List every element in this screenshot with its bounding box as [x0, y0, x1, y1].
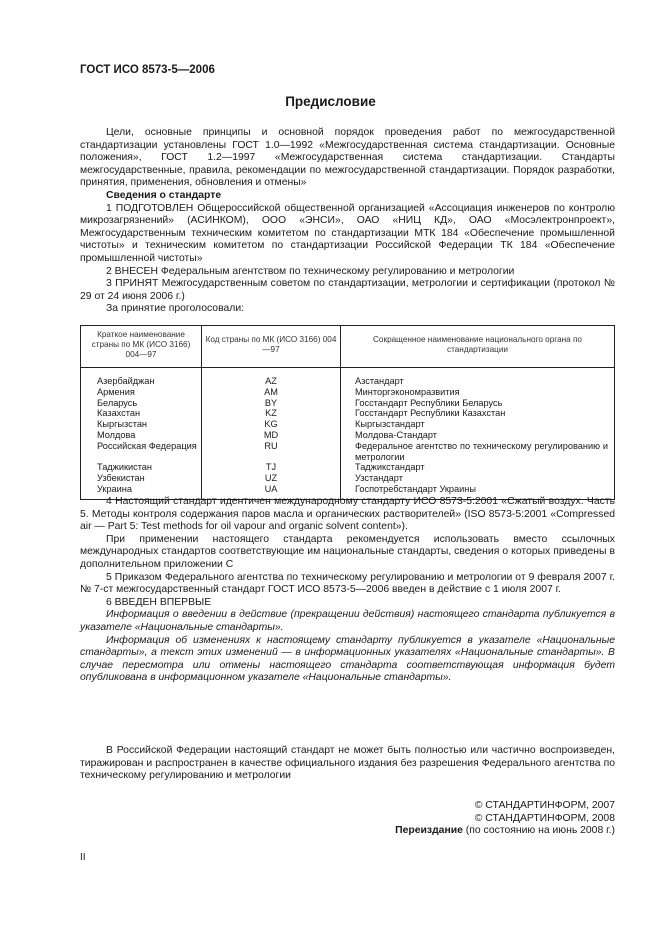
body-cell: Госстандарт Республики Казахстан	[341, 408, 615, 419]
item-5: 5 Приказом Федерального агентства по техническому регулированию и метрологии от 9 февраля 2007 г. № 7-ст межгосударственный стандарт ГОСТ ИСО 8573-5—2006 введен в действие с 1 июля 2007 г.	[80, 571, 615, 596]
country-cell: Российская Федерация	[81, 441, 202, 463]
reissue-text: (по состоянию на июнь 2008 г.)	[462, 825, 615, 837]
table-row	[81, 408, 615, 419]
page-title: Предисловие	[285, 94, 376, 109]
table-row	[81, 387, 615, 398]
country-cell: Узбекистан	[81, 473, 202, 484]
code-cell: KG	[202, 419, 341, 430]
references-note: При применении настоящего стандарта рекомендуется использовать вместо ссылочных международных стандартов соответствующие им национальные стандарты, сведения о которых приведены в дополнительном приложении С	[80, 533, 615, 570]
table-row	[81, 398, 615, 409]
table-row	[81, 462, 615, 473]
body-cell: Молдова-Стандарт	[341, 430, 615, 441]
header-country: Краткое наименование страны по МК (ИСО 3166) 004—97	[81, 326, 202, 368]
header-code: Код страны по МК (ИСО 3166) 004—97	[202, 326, 341, 368]
body-cell: Минторгэкономразвития	[341, 387, 615, 398]
code-cell: AM	[202, 387, 341, 398]
table-row	[81, 419, 615, 430]
reissue-line	[395, 825, 615, 838]
item-1: 1 ПОДГОТОВЛЕН Общероссийской общественной организацией «Ассоциация инженеров по контролю микрозагрязнений» (АСИНКОМ), ООО «ЭНСИ», ОАО «НИЦ КД», ОАО «Мосэлектронпроект», Межгосударственным техническим комитетом по стандартизации МТК 184 «Обеспечение промышленной чистоты» и техническим комитетом по стандартизации Российской Федерации ТК 184 «Обеспечение промышленной чистоты»	[80, 202, 615, 264]
body-cell: Узстандарт	[341, 473, 615, 484]
country-cell: Армения	[81, 387, 202, 398]
header-body: Сокращенное наименование национального органа по стандартизации	[341, 326, 615, 368]
section-heading: Сведения о стандарте	[106, 189, 222, 201]
voted-label: За принятие проголосовали:	[106, 303, 245, 315]
document-header: ГОСТ ИСО 8573-5—2006	[80, 64, 215, 76]
copyright-line-2: © СТАНДАРТИНФОРМ, 2008	[474, 812, 615, 824]
intro-paragraph: Цели, основные принципы и основной порядок проведения работ по межгосударственной стандартизации установлены ГОСТ 1.0—1992 «Межгосударственная система стандартизации. Основные положения», ГОСТ 1.2—1997 «Межгосударственная система стандартизации. Стандарты межгосударственные, правила, рекомендации по межгосударственной стандартизации. Порядок разработки, принятия, применения, обновления и отмены»	[80, 127, 615, 189]
country-cell: Молдова	[81, 430, 202, 441]
code-cell: TJ	[202, 462, 341, 473]
copyright-line-1: © СТАНДАРТИНФОРМ, 2007	[474, 800, 615, 811]
reproduction-text: В Российской Федерации настоящий стандарт не может быть полностью или частично воспроизведен, тиражирован и распространен в качестве официального издания без разрешения Федерального агентства по техническому регулированию и метрологии	[80, 745, 615, 782]
voting-table	[80, 325, 615, 500]
code-cell: MD	[202, 430, 341, 441]
preface-body	[80, 127, 615, 316]
item-6: 6 ВВЕДЕН ВПЕРВЫЕ	[106, 596, 212, 608]
table-row	[81, 430, 615, 441]
country-cell: Беларусь	[81, 398, 202, 409]
table-row	[81, 368, 615, 387]
country-cell: Таджикистан	[81, 462, 202, 473]
table-row	[81, 441, 615, 463]
body-cell: Госпотребстандарт Украины	[341, 484, 615, 499]
reissue-label: Переиздание	[395, 825, 463, 837]
body-cell: Федеральное агентство по техническому регулированию и метрологии	[341, 441, 615, 463]
country-cell: Азербайджан	[81, 368, 202, 387]
copyright-block	[395, 800, 615, 838]
item-4: 4 Настоящий стандарт идентичен международному стандарту ИСО 8573-5:2001 «Сжатый воздух. Часть 5. Методы контроля содержания паров масла и органических растворителей» (ISO 8573-5:2001 «Compressed air — Part 5: Test methods for oil vapour and organic solvent content»).	[80, 496, 615, 533]
item-3: 3 ПРИНЯТ Межгосударственным советом по стандартизации, метрологии и сертификации (протокол № 29 от 24 июня 2006 г.)	[80, 278, 615, 302]
code-cell: AZ	[202, 368, 341, 387]
preface-body-continued	[80, 496, 615, 685]
info-paragraph-2: Информация об изменениях к настоящему стандарту публикуется в указателе «Национальные стандарты», а текст этих изменений — в информационных указателях «Национальные стандарты». В случае пересмотра или отмены настоящего стандарта соответствующая информация будет опубликована в информационном указателе «Национальные стандарты».	[80, 634, 615, 684]
code-cell: RU	[202, 441, 341, 463]
code-cell: BY	[202, 398, 341, 409]
table-row	[81, 473, 615, 484]
code-cell: KZ	[202, 408, 341, 419]
code-cell: UZ	[202, 473, 341, 484]
body-cell: Кыргызстандарт	[341, 419, 615, 430]
country-cell: Украина	[81, 484, 202, 499]
country-cell: Казахстан	[81, 408, 202, 419]
reproduction-notice	[80, 745, 615, 783]
body-cell: Госстандарт Республики Беларусь	[341, 398, 615, 409]
body-cell: Таджикстандарт	[341, 462, 615, 473]
info-paragraph-1: Информация о введении в действие (прекращении действия) настоящего стандарта публикуется в указателе «Национальные стандарты».	[80, 609, 615, 633]
country-cell: Кыргызстан	[81, 419, 202, 430]
item-2: 2 ВНЕСЕН Федеральным агентством по техническому регулированию и метрологии	[106, 265, 515, 277]
code-cell: UA	[202, 484, 341, 499]
table-header-row	[81, 326, 615, 368]
body-cell: Азстандарт	[341, 368, 615, 387]
page-number: II	[80, 852, 86, 863]
